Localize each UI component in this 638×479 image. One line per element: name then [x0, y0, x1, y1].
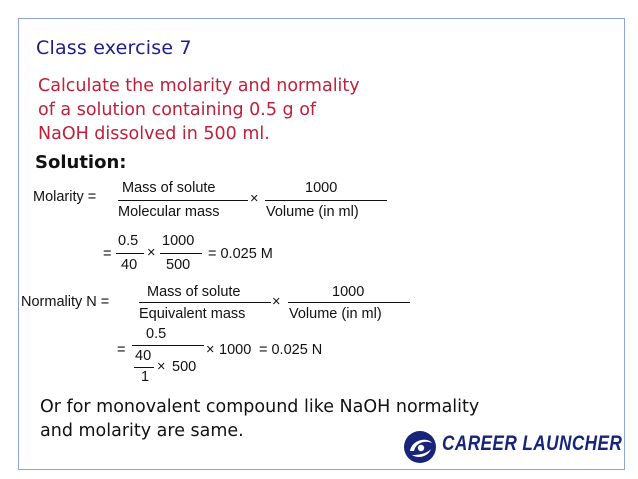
footer-line: and molarity are same.	[40, 421, 244, 441]
fraction-bar	[160, 253, 202, 254]
normality-result: = 0.025 N	[259, 342, 323, 358]
normality-numerator-2: 1000	[332, 284, 365, 300]
times-sign: ×	[250, 191, 259, 207]
fraction-bar	[116, 253, 144, 254]
calc-denominator: 40	[121, 257, 138, 273]
career-launcher-swirl-icon	[402, 429, 438, 465]
logo-text: CAREER LAUNCHER	[442, 432, 623, 455]
question-line: of a solution containing 0.5 g of	[38, 100, 317, 120]
times-sign: ×	[147, 245, 156, 261]
question-line: NaOH dissolved in 500 ml.	[38, 124, 270, 144]
fraction-bar	[288, 302, 410, 303]
normality-lhs: Normality N =	[21, 294, 110, 310]
calc-value: 1000	[219, 342, 252, 358]
molarity-result: = 0.025 M	[208, 246, 273, 262]
calc-numerator: 0.5	[146, 326, 167, 342]
fraction-bar	[139, 302, 271, 303]
normality-numerator: Mass of solute	[147, 284, 241, 300]
question-text	[38, 74, 458, 146]
career-launcher-logo	[402, 428, 623, 466]
equals-sign: =	[103, 246, 112, 262]
fraction-bar	[265, 200, 387, 201]
fraction-bar	[132, 345, 204, 346]
calc-numerator: 0.5	[118, 233, 139, 249]
fraction-bar	[134, 367, 154, 368]
slide-title: Class exercise 7	[36, 37, 192, 59]
molarity-numerator-2: 1000	[305, 180, 338, 196]
footer-line: Or for monovalent compound like NaOH normality	[40, 397, 480, 417]
molarity-denominator: Molecular mass	[118, 204, 220, 220]
times-sign: ×	[272, 294, 281, 310]
inner-numerator: 40	[135, 348, 152, 364]
molarity-numerator: Mass of solute	[122, 180, 216, 196]
normality-denominator: Equivalent mass	[139, 306, 246, 322]
question-line: Calculate the molarity and normality	[38, 76, 360, 96]
solution-label: Solution:	[35, 152, 127, 173]
inner-denominator: 1	[141, 369, 150, 385]
calc-numerator-2: 1000	[162, 233, 195, 249]
calc-denominator-2: 500	[166, 257, 191, 273]
molarity-denominator-2: Volume (in ml)	[266, 204, 359, 220]
fraction-bar	[118, 200, 248, 201]
times-sign: ×	[157, 359, 166, 375]
molarity-lhs: Molarity =	[33, 189, 97, 205]
inner-value: 500	[172, 359, 197, 375]
normality-denominator-2: Volume (in ml)	[289, 306, 382, 322]
equals-sign: =	[117, 342, 126, 358]
times-sign: ×	[206, 342, 215, 358]
